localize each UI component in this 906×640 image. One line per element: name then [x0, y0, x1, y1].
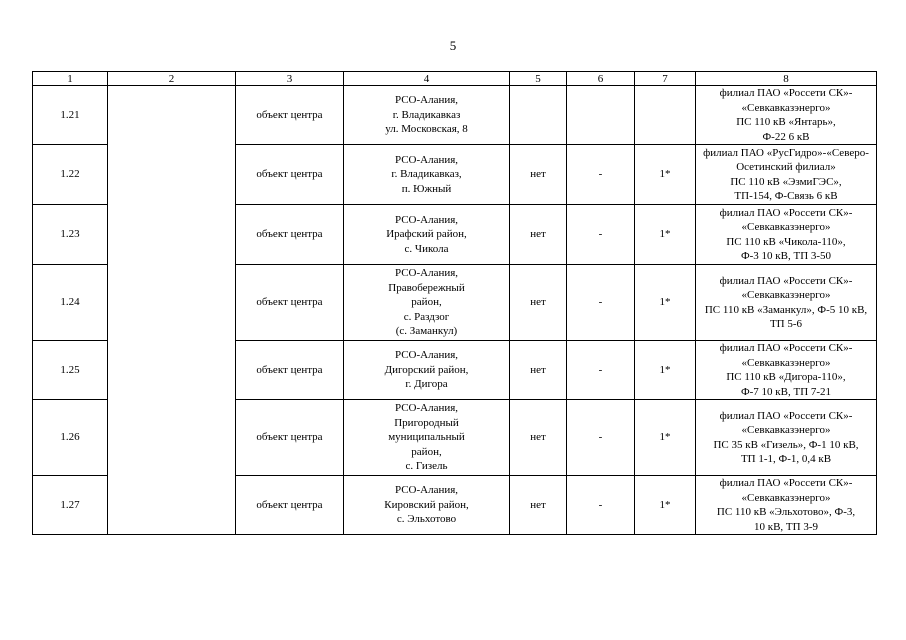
supplier-line: ПС 110 кВ «Заманкул», Ф-5 10 кВ,: [704, 303, 868, 316]
supplier-line: ТП 1-1, Ф-1, 0,4 кВ: [740, 453, 832, 465]
location-line: п. Южный: [401, 182, 452, 195]
location-line: Пригородный: [394, 416, 459, 429]
data-table: [32, 71, 877, 535]
supplier-line: «Севкавказэнерго»: [741, 424, 831, 436]
header-cell: 6: [567, 72, 635, 86]
col7-cell: 1*: [635, 265, 696, 341]
supplier-line: филиал ПАО «Россети СК»-: [719, 87, 853, 99]
col6-cell: -: [567, 341, 635, 400]
location-line: с. Раздзог: [403, 310, 450, 323]
supplier-line: ПС 35 кВ «Гизель», Ф-1 10 кВ,: [713, 438, 859, 451]
col6-cell: -: [567, 265, 635, 341]
location-cell: [344, 265, 510, 341]
location-cell: [344, 145, 510, 205]
location-cell: [344, 205, 510, 265]
supplier-line: ПС 110 кВ «Дигора-110»,: [726, 371, 846, 383]
location-line: Дигорский район,: [384, 363, 469, 376]
object-type-cell: объект центра: [236, 205, 344, 265]
supplier-line: филиал ПАО «Россети СК»-: [719, 409, 853, 422]
supplier-cell: [696, 341, 877, 400]
location-line: Правобережный: [388, 281, 465, 294]
col5-cell: нет: [510, 145, 567, 205]
object-type-cell: объект центра: [236, 145, 344, 205]
location-line: РСО-Алания,: [394, 153, 459, 166]
header-cell: 5: [510, 72, 567, 86]
supplier-line: ПС 110 кВ «Эльхотово», Ф-3,: [716, 506, 856, 518]
supplier-line: ПС 110 кВ «Чикола-110»,: [726, 235, 846, 248]
header-cell: 8: [696, 72, 877, 86]
location-line: г. Дигора: [405, 378, 448, 391]
object-type-cell: объект центра: [236, 265, 344, 341]
location-cell: [344, 341, 510, 400]
row-number-cell: 1.22: [33, 145, 108, 205]
supplier-line: «Севкавказэнерго»: [741, 491, 831, 504]
col5-cell: нет: [510, 476, 567, 535]
header-cell: 4: [344, 72, 510, 86]
location-line: (с. Заманкул): [395, 325, 458, 338]
location-line: с. Чикола: [404, 242, 449, 255]
header-cell: 1: [33, 72, 108, 86]
row-number-cell: 1.23: [33, 205, 108, 265]
header-cell: 7: [635, 72, 696, 86]
supplier-line: филиал ПАО «Россети СК»-: [719, 206, 853, 219]
object-type-cell: объект центра: [236, 341, 344, 400]
object-type-cell: объект центра: [236, 476, 344, 535]
col7-cell: 1*: [635, 400, 696, 476]
row-number-cell: 1.27: [33, 476, 108, 535]
col5-cell: [510, 86, 567, 145]
location-line: с. Гизель: [405, 460, 448, 473]
row-number-cell: 1.21: [33, 86, 108, 145]
supplier-line: «Севкавказэнерго»: [741, 221, 831, 233]
supplier-line: «Севкавказэнерго»: [741, 356, 831, 369]
location-line: с. Эльхотово: [396, 513, 457, 526]
location-cell: [344, 476, 510, 535]
header-cell: 2: [108, 72, 236, 86]
row-number-cell: 1.26: [33, 400, 108, 476]
row-number-cell: 1.24: [33, 265, 108, 341]
col5-cell: нет: [510, 400, 567, 476]
object-type-cell: объект центра: [236, 86, 344, 145]
location-line: РСО-Алания,: [394, 213, 459, 226]
location-line: муниципальный: [388, 431, 465, 444]
supplier-line: Ф-22 6 кВ: [762, 130, 810, 143]
location-line: г. Владикавказ: [392, 108, 461, 121]
location-line: г. Владикавказ,: [391, 168, 462, 181]
row-number-cell: 1.25: [33, 341, 108, 400]
supplier-line: ТП 5-6: [769, 318, 803, 330]
supplier-line: ТП-154, Ф-Связь 6 кВ: [734, 190, 838, 202]
col7-cell: 1*: [635, 341, 696, 400]
location-line: РСО-Алания,: [394, 94, 459, 107]
col5-cell: нет: [510, 265, 567, 341]
location-line: РСО-Алания,: [394, 402, 459, 415]
location-line: РСО-Алания,: [394, 484, 459, 497]
supplier-line: филиал ПАО «Россети СК»-: [719, 342, 853, 354]
supplier-line: «Севкавказэнерго»: [741, 101, 831, 114]
col7-cell: 1*: [635, 145, 696, 205]
col6-cell: -: [567, 145, 635, 205]
supplier-line: Ф-3 10 кВ, ТП 3-50: [740, 250, 832, 262]
supplier-line: филиал ПАО «РусГидро»-«Северо-: [703, 146, 869, 159]
supplier-line: Осетинский филиал»: [736, 161, 836, 173]
location-line: Кировский район,: [384, 498, 469, 511]
supplier-line: ПС 110 кВ «Янтарь»,: [736, 116, 836, 128]
col7-cell: [635, 86, 696, 145]
supplier-cell: [696, 145, 877, 205]
table-row: [33, 86, 877, 145]
col6-cell: [567, 86, 635, 145]
object-type-cell: объект центра: [236, 400, 344, 476]
location-cell: [344, 400, 510, 476]
header-cell: 3: [236, 72, 344, 86]
supplier-line: филиал ПАО «Россети СК»-: [719, 274, 853, 287]
col6-cell: -: [567, 400, 635, 476]
merged-empty-cell: [108, 86, 236, 535]
location-cell: [344, 86, 510, 145]
location-line: район,: [411, 296, 442, 309]
location-line: Ирафский район,: [386, 228, 467, 241]
col6-cell: -: [567, 205, 635, 265]
col7-cell: 1*: [635, 205, 696, 265]
supplier-cell: [696, 400, 877, 476]
location-line: район,: [411, 445, 442, 458]
supplier-line: 10 кВ, ТП 3-9: [753, 520, 818, 533]
col5-cell: нет: [510, 205, 567, 265]
location-line: РСО-Алания,: [394, 349, 459, 362]
supplier-cell: [696, 205, 877, 265]
supplier-line: Ф-7 10 кВ, ТП 7-21: [740, 385, 832, 398]
supplier-cell: [696, 265, 877, 341]
supplier-line: ПС 110 кВ «ЭзмиГЭС»,: [730, 175, 842, 188]
location-line: РСО-Алания,: [394, 267, 459, 280]
supplier-line: филиал ПАО «Россети СК»-: [719, 477, 853, 489]
col6-cell: -: [567, 476, 635, 535]
supplier-cell: [696, 86, 877, 145]
col5-cell: нет: [510, 341, 567, 400]
col7-cell: 1*: [635, 476, 696, 535]
location-line: ул. Московская, 8: [385, 123, 468, 136]
supplier-line: «Севкавказэнерго»: [741, 289, 831, 301]
header-row: [33, 72, 877, 86]
page-number: 5: [449, 38, 457, 53]
supplier-cell: [696, 476, 877, 535]
